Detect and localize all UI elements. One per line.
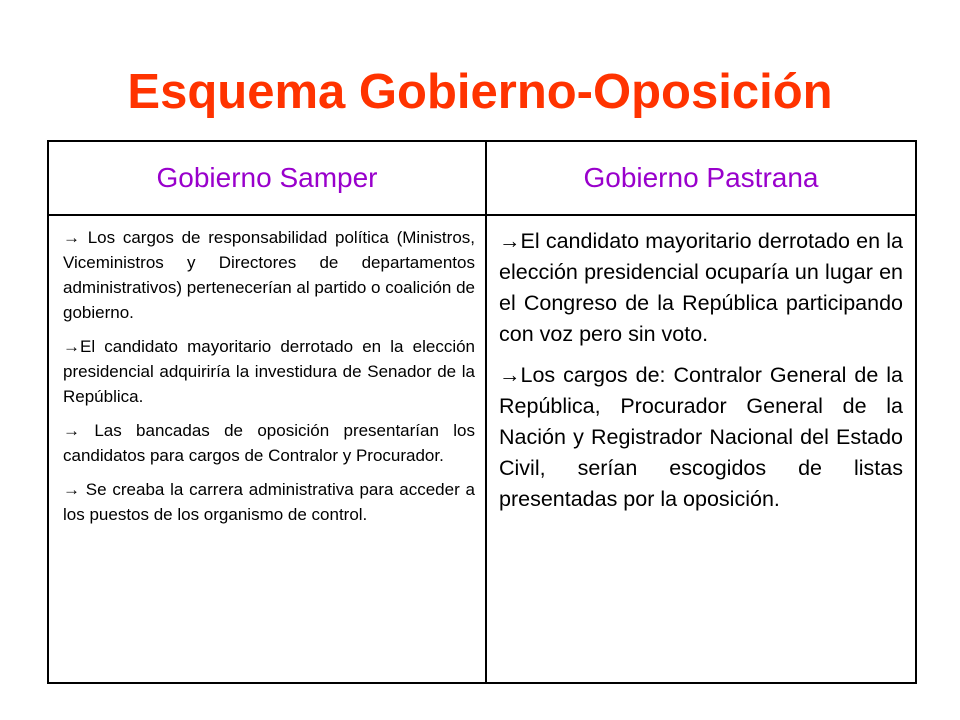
samper-item-text: Se creaba la carrera administrativa para acceder a los puestos de los organismo de control. [63,480,475,524]
arrow-right-icon: → [63,421,80,440]
pastrana-item [499,360,903,515]
pastrana-cell [486,215,916,683]
comparison-table [47,140,917,684]
header-gobierno-pastrana: Gobierno Pastrana [486,141,916,215]
samper-item-text: Los cargos de responsabilidad política (Ministros, Viceministros y Directores de departamentos administrativos) pertenecerían al partido o coalición de gobierno. [63,228,476,322]
pastrana-item-text: El candidato mayoritario derrotado en la elección presidencial ocuparía un lugar en el Congreso de la República participando con voz pero sin voto. [499,229,903,346]
arrow-right-icon: → [63,337,80,356]
samper-cell [48,215,486,683]
table-header-row [48,141,916,215]
arrow-right-icon: → [63,480,80,499]
arrow-right-icon: → [499,363,521,387]
samper-item [63,225,475,325]
samper-item [63,418,475,468]
pastrana-item [499,226,903,350]
table-body-row [48,215,916,683]
samper-item-text: Las bancadas de oposición presentarían los candidatos para cargos de Contralor y Procurador. [63,421,475,465]
slide-title: Esquema Gobierno-Oposición [127,65,833,119]
samper-item [63,477,475,527]
pastrana-item-text: Los cargos de: Contralor General de la República, Procurador General de la Nación y Registrador Nacional del Estado Civil, serían escogidos de listas presentadas por la oposición. [499,363,903,511]
samper-item [63,334,475,409]
arrow-right-icon: → [63,228,80,247]
header-gobierno-samper: Gobierno Samper [48,141,486,215]
arrow-right-icon: → [499,229,521,253]
samper-item-text: El candidato mayoritario derrotado en la elección presidencial adquiriría la investidura de Senador de la República. [63,337,475,406]
